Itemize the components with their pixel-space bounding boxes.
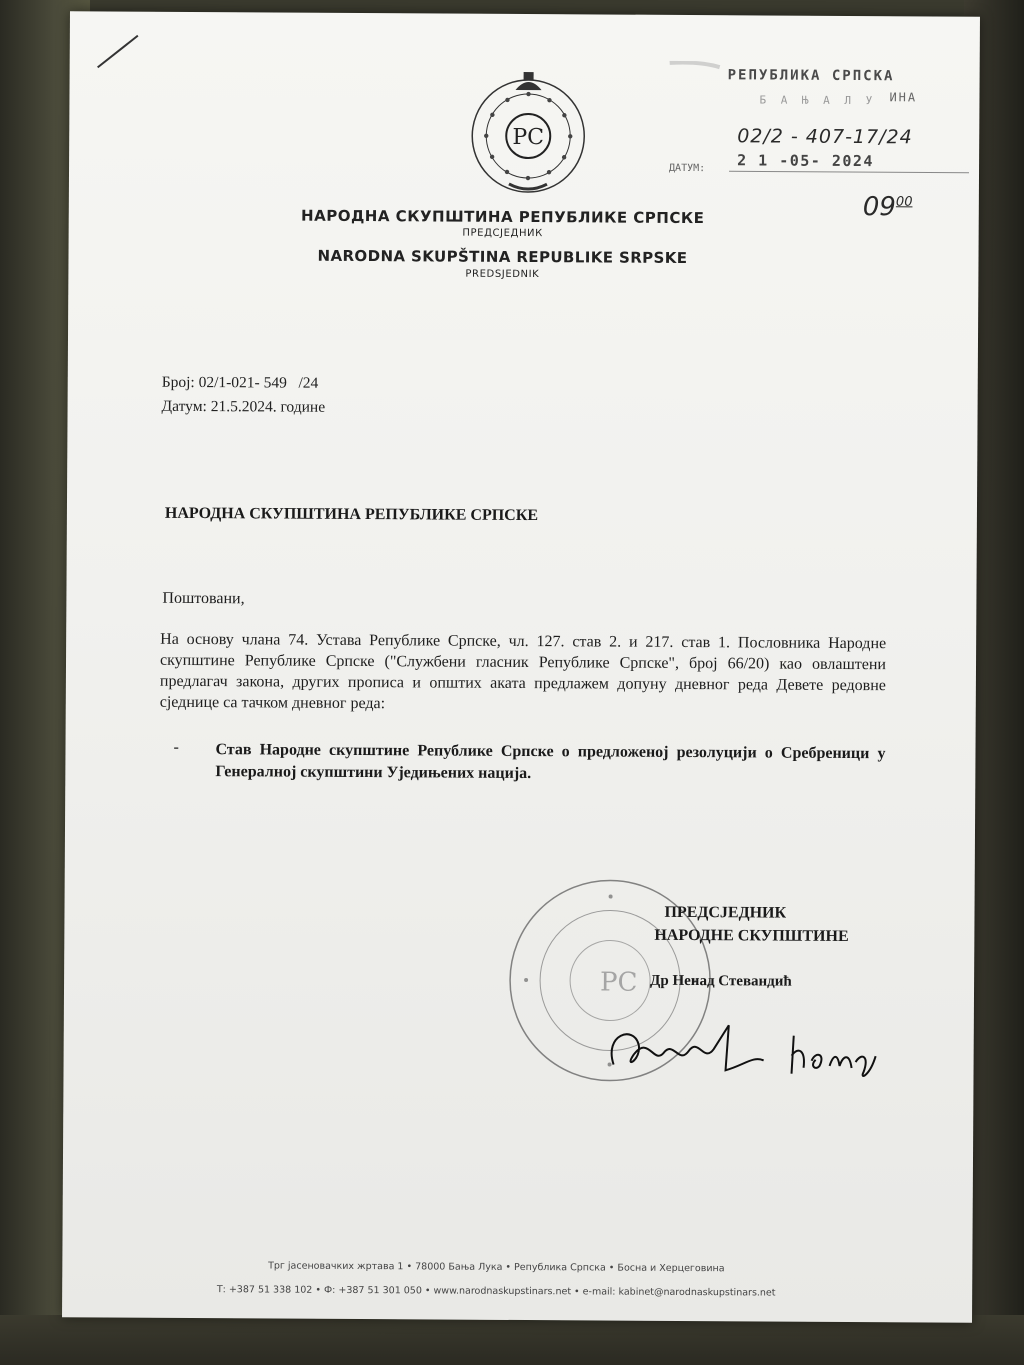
letterhead-subtitle-latin: PREDSJEDNIK [465, 268, 540, 281]
handwritten-signature-icon [593, 1014, 883, 1086]
greeting: Поштовани, [162, 589, 245, 608]
bullet-dash: - [173, 738, 179, 756]
footer-address: Трг јасеновачких жртава 1 • 78000 Бања Лука • Република Српска • Босна и Херцеговина [268, 1260, 725, 1275]
handwritten-time: $09^{00}$ [862, 192, 913, 223]
body-paragraph: На основу члана 74. Устава Републике Српске, чл. 127. став 2. и 217. став 1. Пословника Народне скупштине Републике Српске ("Службени гласник Републике Српске", број 66/20) као овлаштени предлагач закона, других прописа и општих аката предлажем допуну дневног реда Девете редовне сједнице са тачком дневног реда: [159, 630, 887, 713]
receipt-stamp-date: 2 1 -05- 2024 [737, 151, 875, 171]
receipt-stamp-title: РЕПУБЛИКА СРПСКА [727, 67, 895, 85]
desk-background-bottom [0, 1315, 1024, 1365]
parliament-crest-icon [465, 70, 592, 197]
document-page [62, 11, 980, 1323]
agenda-item: Став Народне скупштине Републике Српске о предложеној резолуцији о Сребреници у Генералној скупштини Уједињених нација. [215, 741, 886, 783]
receipt-stamp-row2-right: ИНА [889, 90, 918, 105]
letterhead-title-latin: NARODNA SKUPŠTINA REPUBLIKE SRPSKE [317, 246, 688, 268]
signatory-title: ПРЕДСЈЕДНИК [664, 903, 787, 922]
svg-text:PC: PC [512, 124, 545, 151]
footer-contact: Т: +387 51 338 102 • Ф: +387 51 301 050 • www.narodnaskupstinars.net • e-mail: kabinet@narodnaskupstinars.net [216, 1284, 776, 1299]
pen-mark-icon [94, 31, 144, 71]
recipient: НАРОДНА СКУПШТИНА РЕПУБЛИКЕ СРПСКЕ [164, 504, 539, 525]
svg-text:PC: PC [599, 967, 638, 998]
handwritten-registry-number: 02/2 - 407-17/24 [737, 125, 913, 149]
reference-date: Датум: 21.5.2024. године [161, 397, 326, 416]
reference-number: Број: 02/1-021- 549 /24 [161, 373, 319, 392]
letterhead-title-cyrillic: НАРОДНА СКУПШТИНА РЕПУБЛИКЕ СРПСКЕ [301, 206, 705, 228]
receipt-stamp-city: Б А Њ А Л У [759, 93, 877, 108]
signatory-name: Др Ненад Стевандић [650, 972, 792, 990]
letterhead-subtitle-cyrillic: ПРЕДСЈЕДНИК [462, 227, 543, 240]
signatory-institution: НАРОДНЕ СКУПШТИНЕ [654, 926, 849, 946]
receipt-stamp-datum-label: ДАТУМ: [669, 162, 706, 175]
